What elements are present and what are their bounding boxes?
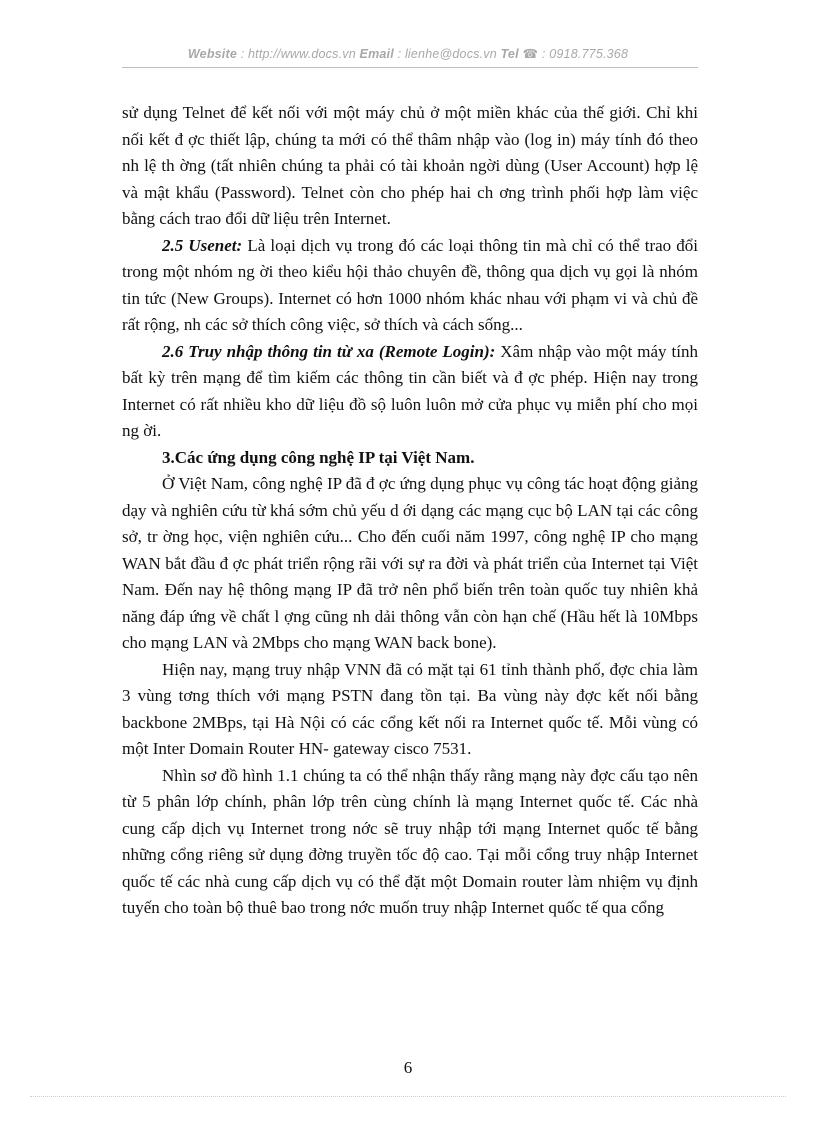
footer-divider [30,1096,786,1097]
section-title-remote-login: 2.6 Truy nhập thông tin từ xa (Remote Login): [162,341,496,361]
tel-value: ☎ : 0918.775.368 [522,47,629,61]
section-title-usenet: 2.5 Usenet: [162,235,243,255]
document-body [122,100,698,922]
website-label: Website [187,47,237,61]
tel-label: Tel [500,47,519,61]
page-number: 6 [403,1058,413,1077]
paragraph-diagram: Nhìn sơ đồ hình 1.1 chúng ta có thể nhận thấy rằng mạng này đợc cấu tạo nên từ 5 phân lớp chính, phân lớp trên cùng chính là mạng Internet quốc tế. Các nhà cung cấp dịch vụ Internet trong nớc sẽ truy nhập tới mạng Internet quốc tế bằng những cổng riêng sử dụng đờng truyền tốc độ cao. Tại mỗi cổng truy nhập Internet quốc tế các nhà cung cấp dịch vụ có thể đặt một Domain router làm nhiệm vụ định tuyến cho toàn bộ thuê bao trong nớc muốn truy nhập Internet quốc tế qua cổng [122,765,698,917]
paragraph-ip-vietnam: Ở Việt Nam, công nghệ IP đã đ ợc ứng dụng phục vụ công tác hoạt động giảng dạy và nghiên cứu từ khá sớm chủ yếu d ới dạng các mạng cục bộ LAN tại các công sở, tr ờng học, viện nghiên cứu... Cho đến cuối năm 1997, công nghệ IP cho mạng WAN bắt đầu đ ợc phát triển rộng rãi với sự ra đời và phát triển của Internet tại Việt Nam. Đến nay hệ thông mạng IP đã trở nên phổ biến trên toàn quốc tuy nhiên khả năng đáp ứng về chất l ợng cũng nh dải thông vẫn còn hạn chế (Hầu hết là 10Mbps cho mạng LAN và 2Mbps cho mạng WAN back bone). [122,474,698,652]
paragraph-vnn: Hiện nay, mạng truy nhập VNN đã có mặt tại 61 tỉnh thành phố, đợc chia làm 3 vùng tơng thích với mạng PSTN đang tồn tại. Ba vùng này đợc kết nối bằng backbone 2MBps, tại Hà Nội có các cổng kết nối ra Internet quốc tế. Mỗi vùng có một Inter Domain Router HN- gateway cisco 7531. [122,659,698,758]
paragraph-remote-login-text: Xâm nhập vào một máy tính bất kỳ trên mạng để tìm kiếm các thông tin cần biết và đ ợc phép. Hiện nay trong Internet có rất nhiều kho dữ liệu đồ sộ luôn luôn mở cửa phục vụ miễn phí cho mọi ng ời. [122,341,698,440]
paragraph-remote-login [122,339,698,445]
email-label: Email [359,47,394,61]
paragraph-usenet [122,233,698,339]
website-value: : http://www.docs.vn [240,47,356,61]
email-value: : lienhe@docs.vn [397,47,497,61]
section-heading: 3.Các ứng dụng công nghệ IP tại Việt Nam. [162,447,475,467]
header-divider [122,67,698,68]
paragraph-telnet: sử dụng Telnet để kết nối với một máy chủ ở một miền khác của thế giới. Chỉ khi nối kết đ ợc thiết lập, chúng ta mới có thể thâm nhập vào (log in) máy tính đó theo nh lệ th ờng (tất nhiên chúng ta phải có tài khoản ngời dùng (User Account) hợp lệ và mật khẩu (Password). Telnet còn cho phép hai ch ơng trình phối hợp làm việc bằng cách trao đổi dữ liệu trên Internet. [122,103,698,228]
paragraph-usenet-text: Là loại dịch vụ trong đó các loại thông tin mà chỉ có thể trao đổi trong một nhóm ng ời theo kiểu hội thảo chuyên đề, thông qua dịch vụ gọi là nhóm tin tức (New Groups). Internet có hơn 1000 nhóm khác nhau với phạm vi và chủ đề rất rộng, nh các sở thích công việc, sở thích và cách sống... [122,235,698,334]
page-header [0,46,816,61]
